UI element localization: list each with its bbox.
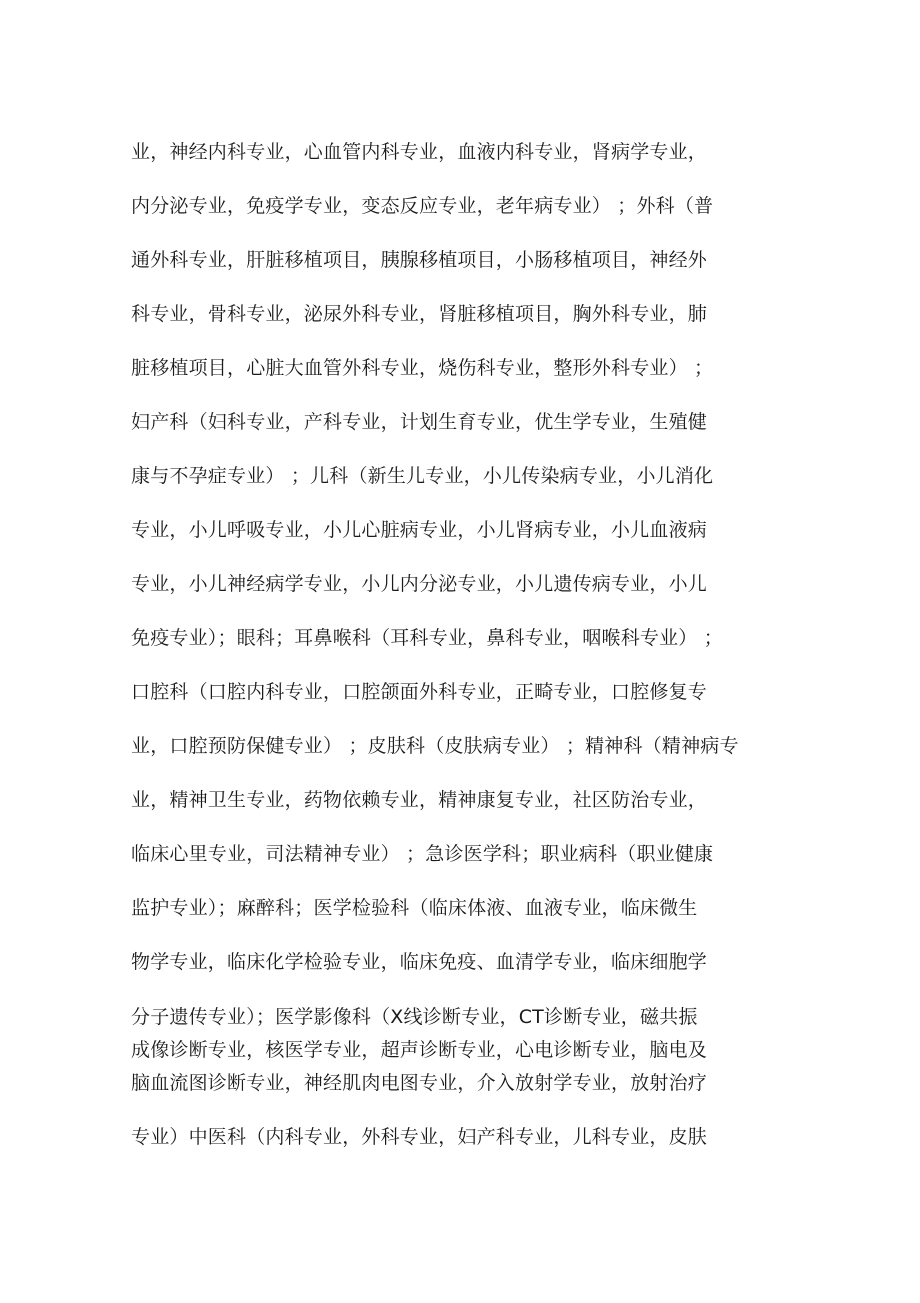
text-line: 免疫专业）；眼科；耳鼻喉科（耳科专业，鼻科专业，咽喉科专业） ； <box>131 627 723 649</box>
text-line: 分子遗传专业）；医学影像科（X线诊断专业，CT诊断专业，磁共振 <box>131 1006 698 1028</box>
text-line: 临床心里专业，司法精神专业） ；急诊医学科；职业病科（职业健康 <box>131 843 714 865</box>
text-line: 物学专业，临床化学检验专业，临床免疫、血清学专业，临床细胞学 <box>131 951 708 973</box>
text-line: 口腔科（口腔内科专业，口腔颌面外科专业，正畸专业，口腔修复专 <box>131 681 708 703</box>
text-line: 专业，小儿呼吸专业，小儿心脏病专业，小儿肾病专业，小儿血液病 <box>131 519 708 541</box>
text-line: 监护专业）；麻醉科；医学检验科（临床体液、血液专业，临床微生 <box>131 897 698 919</box>
text-line: 业，神经内科专业，心血管内科专业，血液内科专业，肾病学专业， <box>131 141 708 163</box>
text-line: 通外科专业，肝脏移植项目，胰腺移植项目，小肠移植项目，神经外 <box>131 249 708 271</box>
text-line: 妇产科（妇科专业，产科专业，计划生育专业，优生学专业，生殖健 <box>131 411 708 433</box>
text-line: 业，口腔预防保健专业） ；皮肤科（皮肤病专业） ；精神科（精神病专 <box>131 735 739 757</box>
text-line: 科专业，骨科专业，泌尿外科专业，肾脏移植项目，胸外科专业，肺 <box>131 303 708 325</box>
text-line: 专业）中医科（内科专业，外科专业，妇产科专业，儿科专业，皮肤 <box>131 1126 708 1148</box>
text-line: 内分泌专业，免疫学专业，变态反应专业，老年病专业） ；外科（普 <box>131 195 714 217</box>
text-line: 脑血流图诊断专业，神经肌肉电图专业，介入放射学专业，放射治疗 <box>131 1072 708 1094</box>
text-line: 专业，小儿神经病学专业，小儿内分泌专业，小儿遗传病专业，小儿 <box>131 573 708 595</box>
text-line: 成像诊断专业，核医学专业，超声诊断专业，心电诊断专业，脑电及 <box>131 1039 708 1061</box>
text-line: 脏移植项目，心脏大血管外科专业，烧伤科专业，整形外科专业） ； <box>131 357 714 379</box>
text-line: 康与不孕症专业） ；儿科（新生儿专业，小儿传染病专业，小儿消化 <box>131 465 714 487</box>
text-line: 业，精神卫生专业，药物依赖专业，精神康复专业，社区防治专业， <box>131 789 708 811</box>
